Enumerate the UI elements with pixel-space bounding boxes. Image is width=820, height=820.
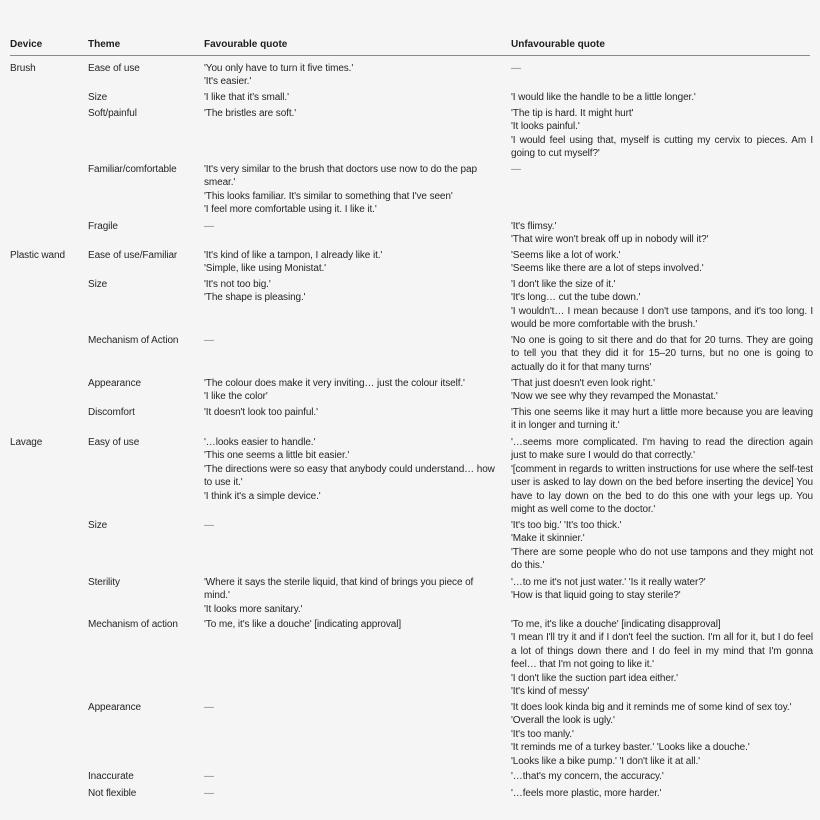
favourable-quote-cell [204,62,500,89]
device-cell: Lavage [10,437,43,448]
quote: 'It's flimsy.' [511,221,557,232]
header-theme: Theme [88,39,121,50]
unfavourable-quote-cell [511,519,813,573]
unfavourable-quote-cell [511,278,813,332]
quote: 'I like the color' [204,391,268,403]
quote: 'You only have to turn it five times.' [204,63,354,74]
quote: 'I feel more comfortable using it. I like it.' [204,204,377,216]
quote: 'It looks more sanitary.' [204,603,303,615]
theme-cell: Familiar/comfortable [88,164,177,175]
header-unfavourable-quote: Unfavourable quote [511,39,605,50]
quote: 'I don't like the size of it.' [511,279,616,290]
quote: 'No one is going to sit there and do that for 20 turns. They are going to tell you that they did it for 15–20 turns, but no one is going to actually do it for that many turns' [511,335,813,373]
quote: 'I mean I'll try it and if I don't feel the suction. I'm all for it, but I do feel a lot of things down there and I do feel in my mind that I'm gonna feel… that I'm not going to like it.' [511,632,813,671]
theme-cell: Size [88,520,108,531]
unfavourable-quote-cell [511,618,813,698]
quote: 'I think it's a simple device.' [204,490,321,502]
quote: 'Looks like a bike pump.' 'I don't like it at all.' [511,755,700,767]
unfavourable-quote-cell [511,576,813,603]
header-device: Device [10,39,43,50]
unfavourable-quote-cell [511,787,813,800]
favourable-quote-cell [204,278,500,305]
quote: 'Seems like a lot of work.' [511,250,621,261]
quote: 'Simple, like using Monistat.' [204,263,326,275]
quote: 'It looks painful.' [511,121,580,133]
theme-cell: Sterility [88,577,120,588]
favourable-quote-cell [204,519,500,532]
quote: '…that's my concern, the accuracy.' [511,771,664,782]
favourable-quote-cell [204,701,500,714]
unfavourable-quote-cell [511,107,813,161]
quote: 'That just doesn't even look right.' [511,378,655,389]
empty-dash: — [511,164,521,175]
favourable-quote-cell [204,220,500,233]
theme-cell: Mechanism of action [88,619,178,630]
favourable-quote-cell [204,436,500,503]
theme-cell: Inaccurate [88,771,134,782]
quote: 'I don't like the suction part idea either.' [511,672,678,684]
quote: 'The shape is pleasing.' [204,292,306,304]
quote: '[comment in regards to written instructions for use where the self-test user is asked to lay down on the bed before inserting the device] You have to lay down on the bed to do this one with your legs up. You might as well come to the doctor.' [511,463,813,516]
quote: '…feels more plastic, more harder.' [511,788,662,799]
unfavourable-quote-cell [511,249,813,276]
unfavourable-quote-cell [511,220,813,247]
empty-dash: — [204,788,214,799]
quote: 'It reminds me of a turkey baster.' 'Looks like a douche.' [511,742,750,754]
device-cell: Brush [10,63,36,74]
quote: 'That wire won't break off up in nobody will it?' [511,234,709,246]
theme-cell: Soft/painful [88,108,137,119]
quote: 'It's too manly.' [511,728,574,740]
device-cell: Plastic wand [10,250,65,261]
unfavourable-quote-cell [511,701,813,768]
quote: 'It's too big.' 'It's too thick.' [511,520,622,531]
quote: '…seems more complicated. I'm having to read the direction again just to make sure I would do that correctly.' [511,437,813,462]
favourable-quote-cell [204,576,500,616]
quote: 'There are some people who do not use tampons and they might not do this.' [511,546,813,572]
empty-dash: — [204,702,214,713]
unfavourable-quote-cell [511,334,813,374]
quote: 'I would feel using that, myself is cutting my cervix to pieces. Am I going to cut myself?' [511,134,813,160]
unfavourable-quote-cell [511,770,813,783]
unfavourable-quote-cell [511,377,813,404]
theme-cell: Mechanism of Action [88,335,179,346]
empty-dash: — [511,63,521,74]
favourable-quote-cell [204,406,500,419]
theme-cell: Ease of use/Familiar [88,250,178,261]
favourable-quote-cell [204,334,500,347]
quote: 'It's very similar to the brush that doctors use now to do the pap smear.' [204,164,477,189]
quote: 'To me, it's like a douche' [indicating disapproval] [511,619,721,630]
quote: 'The bristles are soft.' [204,108,297,119]
unfavourable-quote-cell [511,62,813,75]
theme-cell: Appearance [88,378,141,389]
favourable-quote-cell [204,249,500,276]
unfavourable-quote-cell [511,406,813,433]
unfavourable-quote-cell [511,163,813,176]
quote: 'It's not too big.' [204,279,271,290]
quote: 'How is that liquid going to stay sterile?' [511,590,681,602]
quote: 'This one seems like it may hurt a little more because you are leaving it in longer and turning it.' [511,407,813,432]
quote: 'Overall the look is ugly.' [511,715,615,727]
quote: 'The colour does make it very inviting… just the colour itself.' [204,378,465,389]
theme-cell: Appearance [88,702,141,713]
unfavourable-quote-cell [511,91,813,104]
quote: '…to me it's not just water.' 'Is it really water?' [511,577,706,588]
header-favourable-quote: Favourable quote [204,39,288,50]
favourable-quote-cell [204,163,500,217]
quote: 'Now we see why they revamped the Monastat.' [511,391,718,403]
favourable-quote-cell [204,377,500,404]
theme-cell: Discomfort [88,407,135,418]
quote: 'I would like the handle to be a little longer.' [511,92,696,103]
favourable-quote-cell [204,787,500,800]
quote: 'It's long… cut the tube down.' [511,292,641,304]
header-divider [10,55,810,56]
quote: 'It's kind of messy' [511,686,590,698]
quote: 'I like that it's small.' [204,92,289,103]
theme-cell: Size [88,92,108,103]
quote: 'It's easier.' [204,76,252,88]
quote: 'This one seems a little bit easier.' [204,450,350,462]
empty-dash: — [204,221,214,232]
quote: 'The tip is hard. It might hurt' [511,108,634,119]
quote: 'It's kind of like a tampon, I already like it.' [204,250,383,261]
favourable-quote-cell [204,91,500,104]
quote: '…looks easier to handle.' [204,437,316,448]
quote: 'Seems like there are a lot of steps involved.' [511,263,704,275]
empty-dash: — [204,520,214,531]
empty-dash: — [204,335,214,346]
quote: 'The directions were so easy that anybody could understand… how to use it.' [204,463,495,489]
quote: 'I wouldn't… I mean because I don't use tampons, and it's too long. I would be more comfortable with the brush.' [511,305,813,331]
quote: 'It doesn't look too painful.' [204,407,318,418]
theme-cell: Easy of use [88,437,140,448]
empty-dash: — [204,771,214,782]
favourable-quote-cell [204,618,500,631]
quote: 'This looks familiar. It's similar to something that I've seen' [204,190,453,202]
unfavourable-quote-cell [511,436,813,516]
theme-cell: Fragile [88,221,118,232]
quote: 'To me, it's like a douche' [indicating approval] [204,619,402,630]
quote: 'Make it skinnier.' [511,533,585,545]
theme-cell: Ease of use [88,63,140,74]
quote: 'Where it says the sterile liquid, that kind of brings you piece of mind.' [204,577,474,602]
favourable-quote-cell [204,107,500,120]
theme-cell: Not flexible [88,788,137,799]
favourable-quote-cell [204,770,500,783]
theme-cell: Size [88,279,108,290]
quote: 'It does look kinda big and it reminds me of some kind of sex toy.' [511,702,792,713]
